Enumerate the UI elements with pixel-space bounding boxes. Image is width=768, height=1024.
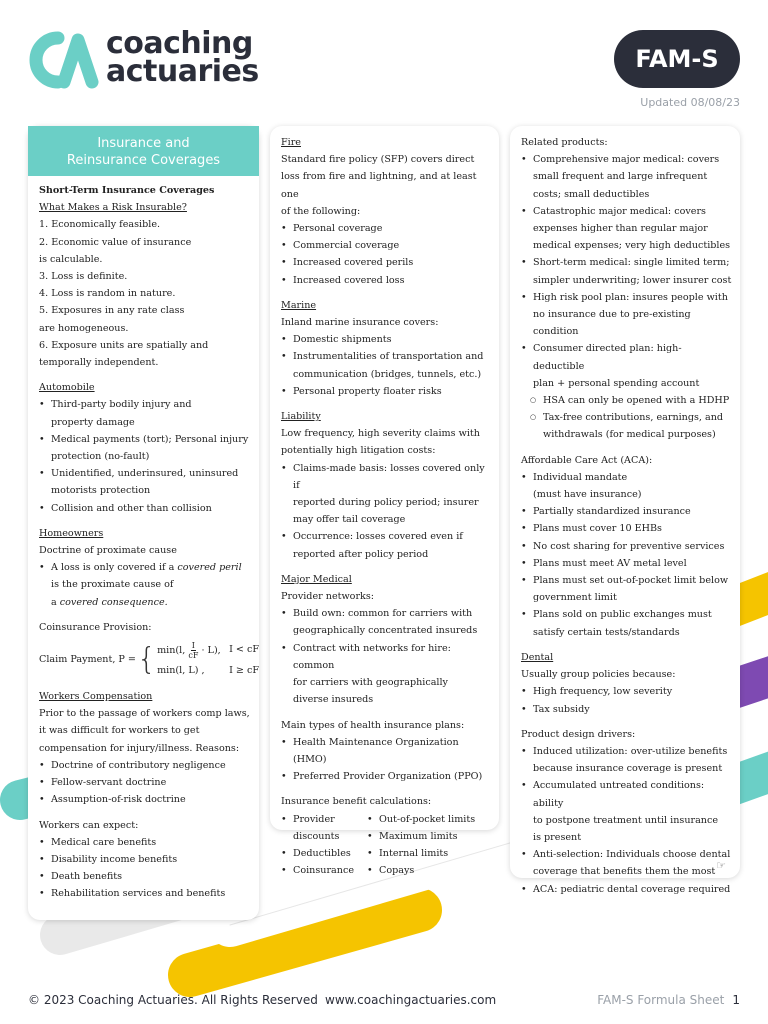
list-item: • Induced utilization: over-utilize benefits because insurance coverage is present [521, 743, 732, 777]
list-item: • Third-party bodily injury and property damage [39, 396, 251, 430]
covered-consequence-term: covered consequence. [59, 596, 168, 608]
workers-comp-heading: Workers Compensation [39, 691, 153, 703]
dental-list [521, 683, 732, 717]
marine-intro: Inland marine insurance covers: [281, 317, 439, 329]
list-item: • High frequency, low severity [521, 683, 732, 700]
logo-word-coaching: coaching [106, 26, 253, 61]
insurable-item: 4. Loss is random in nature. [39, 288, 176, 300]
card-insurance-reinsurance [28, 126, 259, 920]
case-1-expr: min(l, $\frac{I}{cF}$ · L), [157, 640, 221, 660]
list-item: • Medical payments (tort); Personal injury protection (no-fault) [39, 431, 251, 465]
card-title [28, 126, 259, 176]
sub-list-item: ○ Tax-free contributions, earnings, and withdrawals (for medical purposes) [521, 409, 732, 443]
claim-payment-formula [39, 640, 260, 680]
homeowners-list [39, 559, 251, 611]
related-heading: Related products: [521, 137, 608, 148]
list-item: • Commercial coverage [281, 237, 491, 254]
list-item: • Out-of-pocket limits [367, 811, 491, 828]
list-item: • Increased covered loss [281, 272, 491, 289]
list-item: • Instrumentalities of transportation and communication (bridges, tunnels, etc.) [281, 348, 491, 382]
insurable-list [39, 216, 251, 371]
list-item: • Build own: common for carriers with geographically concentrated insureds [281, 605, 491, 639]
list-item: • Accumulated untreated conditions: ability to postpone treatment until insurance is present [521, 777, 732, 846]
calc-heading: Insurance benefit calculations: [281, 796, 432, 808]
card-title-text: Insurance and Reinsurance Coverages [66, 136, 221, 168]
list-item: • Domestic shipments [281, 331, 491, 348]
text-span: a [51, 596, 60, 608]
formula-cases [157, 641, 269, 679]
text-span: · L [201, 644, 214, 656]
list-item: • Fellow-servant doctrine [39, 774, 251, 791]
major-medical-intro: Provider networks: [281, 591, 375, 603]
fraction-denominator: cF [188, 650, 199, 660]
list-item: • Occurrence: losses covered even if reported after policy period [281, 528, 491, 562]
brace-symbol: { [136, 642, 157, 678]
text-span: min [157, 644, 176, 656]
related-list [521, 151, 732, 443]
list-item: • Assumption-of-risk doctrine [39, 791, 251, 808]
ca-mark-icon [28, 32, 100, 88]
covered-peril-term: covered peril [177, 562, 242, 574]
list-item: • Disability income benefits [39, 851, 251, 868]
list-item: • Personal coverage [281, 220, 491, 237]
insurable-heading: What Makes a Risk Insurable? [39, 202, 187, 214]
workers-comp-list [39, 757, 251, 809]
text-span: l, [179, 644, 186, 656]
fire-intro: Standard fire policy (SFP) covers direct loss from fire and lightning, and at least one of the following: [281, 154, 477, 217]
dental-intro: Usually group policies because: [521, 669, 676, 681]
list-item: • Rehabilitation services and benefits [39, 885, 251, 902]
text-span: A loss is only covered if a [51, 562, 178, 574]
provider-networks-list [281, 605, 491, 708]
sub-list-item: ○ HSA can only be opened with a HDHP [521, 392, 732, 409]
drivers-heading: Product design drivers: [521, 728, 636, 740]
list-item: • Individual mandate (must have insurance) [521, 469, 732, 503]
automobile-heading: Automobile [39, 382, 95, 394]
list-item: • Copays [367, 862, 491, 879]
list-item [521, 340, 732, 443]
footer-sheet-name: FAM-S Formula Sheet [597, 993, 725, 1007]
list-item: • Plans must meet AV metal level [521, 555, 732, 572]
list-item: • Claims-made basis: losses covered only if reported during policy period; insurer may offer tail coverage [281, 460, 491, 529]
list-item: • Maximum limits [367, 828, 491, 845]
list-item: • ACA: pediatric dental coverage required [521, 881, 732, 898]
coaching-actuaries-logo [28, 26, 288, 94]
updated-date: Updated 08/08/23 [640, 96, 740, 109]
exam-badge: FAM-S [614, 30, 740, 88]
list-item: • Contract with networks for hire: common for carriers with geographically diverse insureds [281, 640, 491, 709]
list-item: • Collision and other than collision [39, 500, 251, 517]
major-medical-heading: Major Medical [281, 573, 352, 585]
calc-columns [281, 811, 491, 880]
list-item: • Short-term medical: single limited term; simpler underwriting; lower insurer cost [521, 254, 732, 288]
fraction-numerator: I [191, 640, 195, 650]
footer-copyright: © 2023 Coaching Actuaries. All Rights Reserved [28, 993, 318, 1007]
footer-sheet-label [597, 993, 740, 1007]
liability-intro: Low frequency, high severity claims with potentially high litigation costs: [281, 428, 480, 457]
drivers-list [521, 743, 732, 898]
list-item: • Deductibles [281, 845, 367, 862]
list-item: • Partially standardized insurance [521, 503, 732, 520]
list-item: • Personal property floater risks [281, 383, 491, 400]
automobile-list [39, 396, 251, 516]
list-item: • Medical care benefits [39, 834, 251, 851]
calc-list-left [281, 811, 367, 880]
marine-list [281, 331, 491, 400]
text-span: is the proximate cause of [51, 579, 174, 591]
list-item: • Plans sold on public exchanges must satisfy certain tests/standards [521, 606, 732, 640]
calc-list-right [367, 811, 491, 880]
sub-list [521, 392, 732, 444]
insurable-item: 5. Exposures in any rate class are homogeneous. [39, 305, 185, 334]
marine-heading: Marine [281, 299, 317, 311]
list-item: • Coinsurance [281, 862, 367, 879]
page-number: 1 [732, 993, 740, 1007]
list-item: • No cost sharing for preventive services [521, 538, 732, 555]
homeowners-heading: Homeowners [39, 527, 104, 539]
footer-website-link[interactable]: www.coachingactuaries.com [325, 993, 497, 1007]
insurable-item: 2. Economic value of insurance is calculable. [39, 236, 192, 265]
list-item: • Preferred Provider Organization (PPO) [281, 768, 491, 785]
list-item: • Health Maintenance Organization (HMO) [281, 734, 491, 768]
list-item: • Death benefits [39, 868, 251, 885]
liability-heading: Liability [281, 411, 321, 423]
plans-heading: Main types of health insurance plans: [281, 719, 465, 731]
workers-expect-heading: Workers can expect: [39, 819, 139, 831]
card-property-liability-medical [270, 126, 499, 877]
coinsurance-heading: Coinsurance Provision: [39, 621, 152, 633]
formula-lhs: Claim Payment, P = [39, 654, 136, 666]
dental-heading: Dental [521, 651, 554, 663]
fraction [188, 641, 198, 660]
list-item: • Unidentified, underinsured, uninsured motorists protection [39, 465, 251, 499]
fire-list [281, 220, 491, 289]
list-item: • Plans must cover 10 EHBs [521, 520, 732, 537]
list-item: • Increased covered perils [281, 254, 491, 271]
workers-expect-list [39, 834, 251, 903]
list-item [39, 559, 251, 611]
list-item: • Comprehensive major medical: covers small frequent and large infrequent costs; small deductibles [521, 151, 732, 203]
aca-list [521, 469, 732, 641]
insurable-item: 3. Loss is definite. [39, 271, 128, 283]
plans-list [281, 734, 491, 786]
case-1-condition: I < cF [229, 643, 260, 655]
text-span: Consumer directed plan: high-deductible plan + personal spending account [533, 343, 700, 389]
list-item: • Catastrophic major medical: covers expenses higher than regular major medical expenses; very high deductibles [521, 203, 732, 255]
list-item: • Internal limits [367, 845, 491, 862]
fire-heading: Fire [281, 137, 301, 148]
case-2-condition: I ≥ cF [229, 664, 260, 676]
card-health-products [510, 126, 740, 895]
list-item: • Doctrine of contributory negligence [39, 757, 251, 774]
list-item: • High risk pool plan: insures people with no insurance due to pre-existing condition [521, 289, 732, 341]
list-item: • Tax subsidy [521, 701, 732, 718]
list-item: • Plans must set out-of-pocket limit below government limit [521, 572, 732, 606]
liability-list [281, 460, 491, 563]
list-item: • Provider discounts [281, 811, 367, 845]
list-item: • Anti-selection: Individuals choose dental coverage that benefits them the most [521, 846, 732, 880]
section-heading: Short-Term Insurance Coverages [39, 185, 215, 196]
case-2-expr: min(l, L) , [157, 664, 205, 676]
workers-comp-intro: Prior to the passage of workers comp laws, it was difficult for workers to get compensation for injury/illness. Reasons: [39, 708, 250, 754]
insurable-item: 1. Economically feasible. [39, 219, 161, 231]
homeowners-intro: Doctrine of proximate cause [39, 545, 177, 557]
logo-word-actuaries: actuaries [106, 54, 259, 89]
insurable-item: 6. Exposure units are spatially and temporally independent. [39, 339, 209, 369]
aca-heading: Affordable Care Act (ACA): [521, 454, 653, 466]
continue-pointer-icon[interactable]: ☞ [716, 859, 726, 872]
